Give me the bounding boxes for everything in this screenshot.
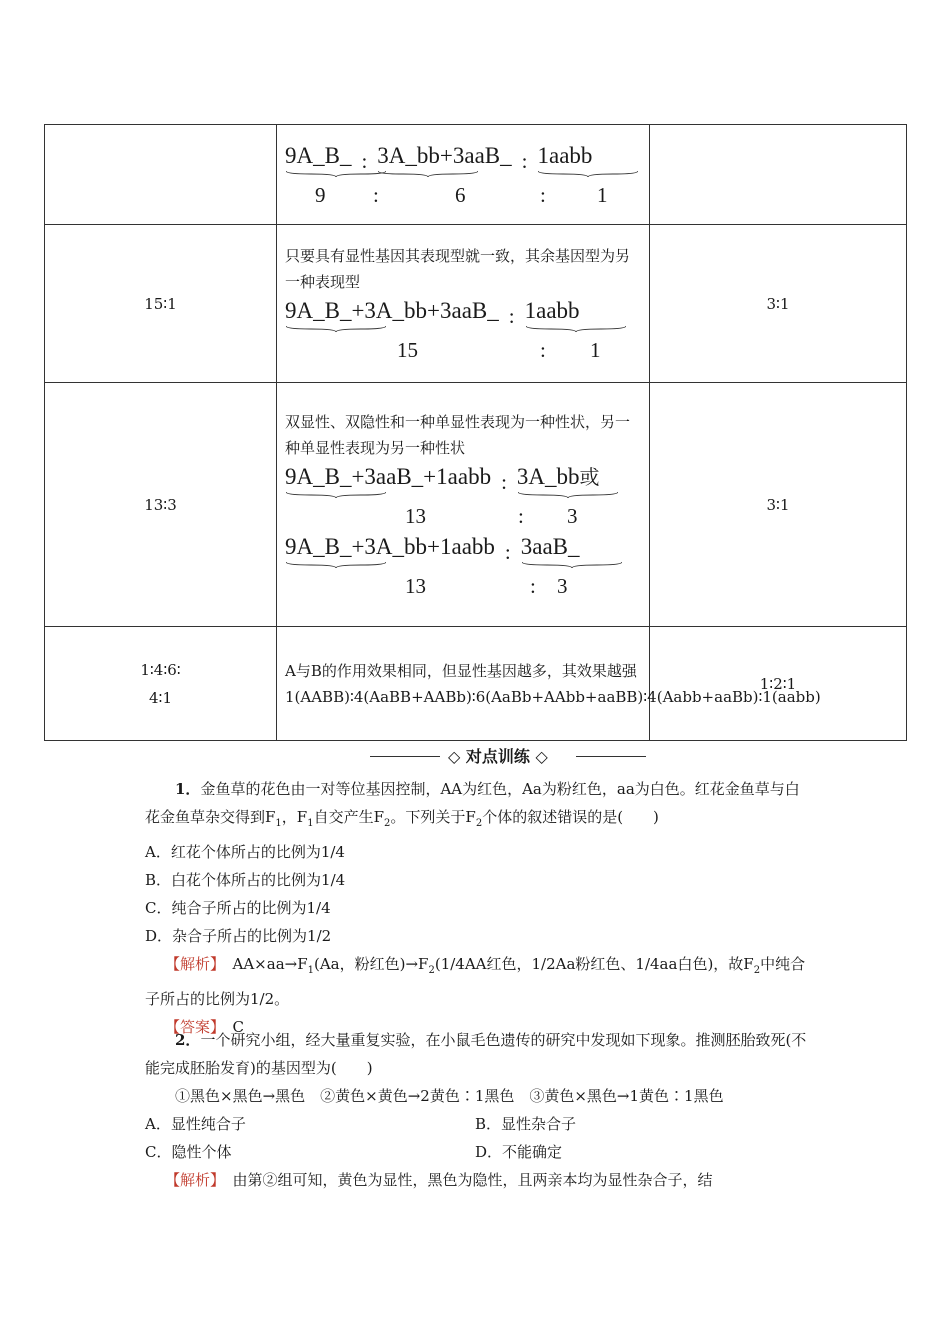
description-text: 只要具有显性基因其表现型就一致，其余基因型为另一种表现型 bbox=[285, 246, 631, 291]
description-text: A与B的作用效果相同，但显性基因越多，其效果越强 bbox=[285, 661, 637, 680]
ratio-cell bbox=[45, 627, 277, 741]
ratio-number: 13 bbox=[405, 573, 426, 598]
genotype-group: 9A_B_+3aaB_+1aabb bbox=[285, 463, 492, 489]
genotype-formula bbox=[285, 295, 641, 329]
answer-text: C bbox=[217, 1018, 244, 1036]
analysis-tag: 【解析】 bbox=[165, 1171, 218, 1189]
table-row bbox=[45, 383, 907, 627]
section-banner bbox=[370, 744, 650, 768]
description-cell bbox=[277, 225, 650, 383]
genotype-formula bbox=[285, 461, 641, 495]
genotype-formula bbox=[285, 140, 641, 174]
description-text: 双显性、双隐性和一种单显性表现为一种性状，另一种单显性表现为另一种性状 bbox=[285, 412, 631, 457]
table-row bbox=[45, 627, 907, 741]
genotype-formula bbox=[285, 531, 641, 565]
genotype-group: 9A_B_+3A_bb+3aaB_ bbox=[285, 297, 499, 323]
section-title: ◇ 对点训练 ◇ bbox=[448, 747, 548, 766]
ratio-number: 13 bbox=[405, 503, 426, 528]
ratio-cell bbox=[45, 125, 277, 225]
ratio-text: 4∶1 bbox=[149, 688, 172, 707]
question-1 bbox=[145, 775, 810, 1041]
ratio-text: 1∶4∶6∶ bbox=[140, 660, 181, 679]
ratio-separator: : bbox=[373, 182, 379, 207]
subscript: 1 bbox=[275, 818, 282, 829]
analysis bbox=[145, 1166, 810, 1194]
ratio-number: 1 bbox=[597, 182, 608, 207]
stem-text: 。下列关于F bbox=[390, 808, 476, 826]
ratio-separator: : bbox=[540, 337, 546, 362]
phenotype-ratio-numbers bbox=[285, 565, 641, 601]
subscript: 1 bbox=[307, 965, 314, 976]
genotype-group: 1aabb bbox=[537, 142, 593, 168]
analysis-text: 由第②组可知，黄色为显性，黑色为隐性，且两亲本均为显性杂合子，结 bbox=[217, 1171, 713, 1189]
analysis-text: (1/4AA红色，1/2Aa粉红色、1/4aa白色)，故F bbox=[434, 955, 754, 973]
question-2 bbox=[145, 1026, 810, 1194]
ratio-number: 3 bbox=[567, 503, 578, 528]
analysis-text: AA×aa→F bbox=[217, 955, 308, 973]
question-number: 2． bbox=[175, 1031, 201, 1049]
options-row bbox=[145, 1138, 810, 1166]
phenotype-ratio-numbers bbox=[285, 495, 641, 531]
stem-text: 自交产生F bbox=[313, 808, 385, 826]
analysis-tag: 【解析】 bbox=[165, 955, 218, 973]
option-c: C．隐性个体 bbox=[145, 1143, 232, 1161]
description-cell bbox=[277, 125, 650, 225]
question-stem bbox=[145, 1026, 810, 1082]
option-d: D．杂合子所占的比例为1/2 bbox=[145, 927, 332, 945]
ratio-cell: 13∶3 bbox=[45, 383, 277, 627]
option-b: B．白花个体所占的比例为1/4 bbox=[145, 871, 346, 889]
stem-text: 一个研究小组，经大量重复实验，在小鼠毛色遗传的研究中发现如下现象。推测胚胎致死(不能完成胚胎发育)的基因型为( ) bbox=[145, 1031, 807, 1077]
genotype-group: 3A_bb bbox=[516, 463, 580, 489]
stem-text: 金鱼草的花色由一对等位基因控制，AA为红色，Aa为粉红色，aa为白色。红花金鱼草与白花金鱼草杂交得到F bbox=[145, 780, 800, 826]
gene-interaction-table bbox=[44, 124, 907, 741]
ratio-separator: : bbox=[361, 148, 368, 173]
option-a: A．显性纯合子 bbox=[145, 1115, 246, 1133]
options-row bbox=[145, 1110, 810, 1138]
analysis-text: 中纯合子所占的比例为1/2。 bbox=[145, 955, 806, 1008]
subscript: 2 bbox=[475, 818, 483, 829]
table-row bbox=[45, 225, 907, 383]
genotype-group: 3A_bb+3aaB_ bbox=[377, 142, 512, 168]
stem-text: ，F bbox=[281, 808, 308, 826]
ratio-separator: : bbox=[521, 148, 528, 173]
analysis-text: (Aa，粉红色)→F bbox=[314, 955, 429, 973]
or-connector: 或 bbox=[579, 464, 600, 489]
testcross-cell bbox=[650, 125, 907, 225]
ratio-separator: : bbox=[518, 503, 524, 528]
subscript: 2 bbox=[428, 965, 435, 976]
analysis bbox=[145, 950, 810, 1013]
ratio-number: 9 bbox=[315, 182, 326, 207]
subscript: 2 bbox=[753, 965, 761, 976]
ratio-number: 15 bbox=[397, 337, 418, 362]
testcross-cell: 3∶1 bbox=[650, 225, 907, 383]
ratio-separator: : bbox=[501, 469, 507, 494]
genotype-group: 1aabb bbox=[524, 297, 580, 323]
table-row bbox=[45, 125, 907, 225]
ratio-separator: : bbox=[530, 573, 536, 598]
banner-rule bbox=[576, 756, 646, 757]
subscript: 1 bbox=[307, 818, 314, 829]
genotype-detail: 1(AABB)∶4(AaBB+AABb)∶6(AaBb+AAbb+aaBB)∶4(Aabb+aaBb)∶1(aabb) bbox=[285, 687, 821, 706]
stem-text: 个体的叙述错误的是( ) bbox=[482, 808, 659, 826]
phenotype-ratio-numbers bbox=[285, 329, 641, 365]
ratio-separator: : bbox=[540, 182, 546, 207]
banner-rule bbox=[370, 756, 440, 757]
option-a: A．红花个体所占的比例为1/4 bbox=[145, 843, 345, 861]
genotype-group: 9A_B_+3A_bb+1aabb bbox=[285, 533, 495, 559]
subscript: 2 bbox=[384, 818, 391, 829]
ratio-separator: : bbox=[504, 539, 511, 564]
phenotype-ratio-numbers bbox=[285, 174, 641, 210]
ratio-separator: : bbox=[508, 303, 515, 328]
option-d: D．不能确定 bbox=[475, 1143, 563, 1161]
genotype-group: 3aaB_ bbox=[520, 533, 580, 559]
ratio-number: 6 bbox=[455, 182, 466, 207]
answer-tag: 【答案】 bbox=[165, 1018, 218, 1036]
option-c: C．纯合子所占的比例为1/4 bbox=[145, 899, 331, 917]
testcross-cell: 1∶2∶1 bbox=[650, 627, 907, 741]
description-cell bbox=[277, 383, 650, 627]
ratio-number: 1 bbox=[590, 337, 601, 362]
question-stem bbox=[145, 775, 810, 838]
ratio-cell: 15∶1 bbox=[45, 225, 277, 383]
ratio-number: 3 bbox=[557, 573, 568, 598]
question-number: 1． bbox=[175, 780, 201, 798]
testcross-cell: 3∶1 bbox=[650, 383, 907, 627]
observations: ①黑色×黑色→黑色 ②黄色×黄色→2黄色∶1黑色 ③黄色×黑色→1黄色∶1黑色 bbox=[175, 1087, 724, 1105]
genotype-group: 9A_B_ bbox=[285, 142, 352, 168]
option-b: B．显性杂合子 bbox=[475, 1115, 577, 1133]
